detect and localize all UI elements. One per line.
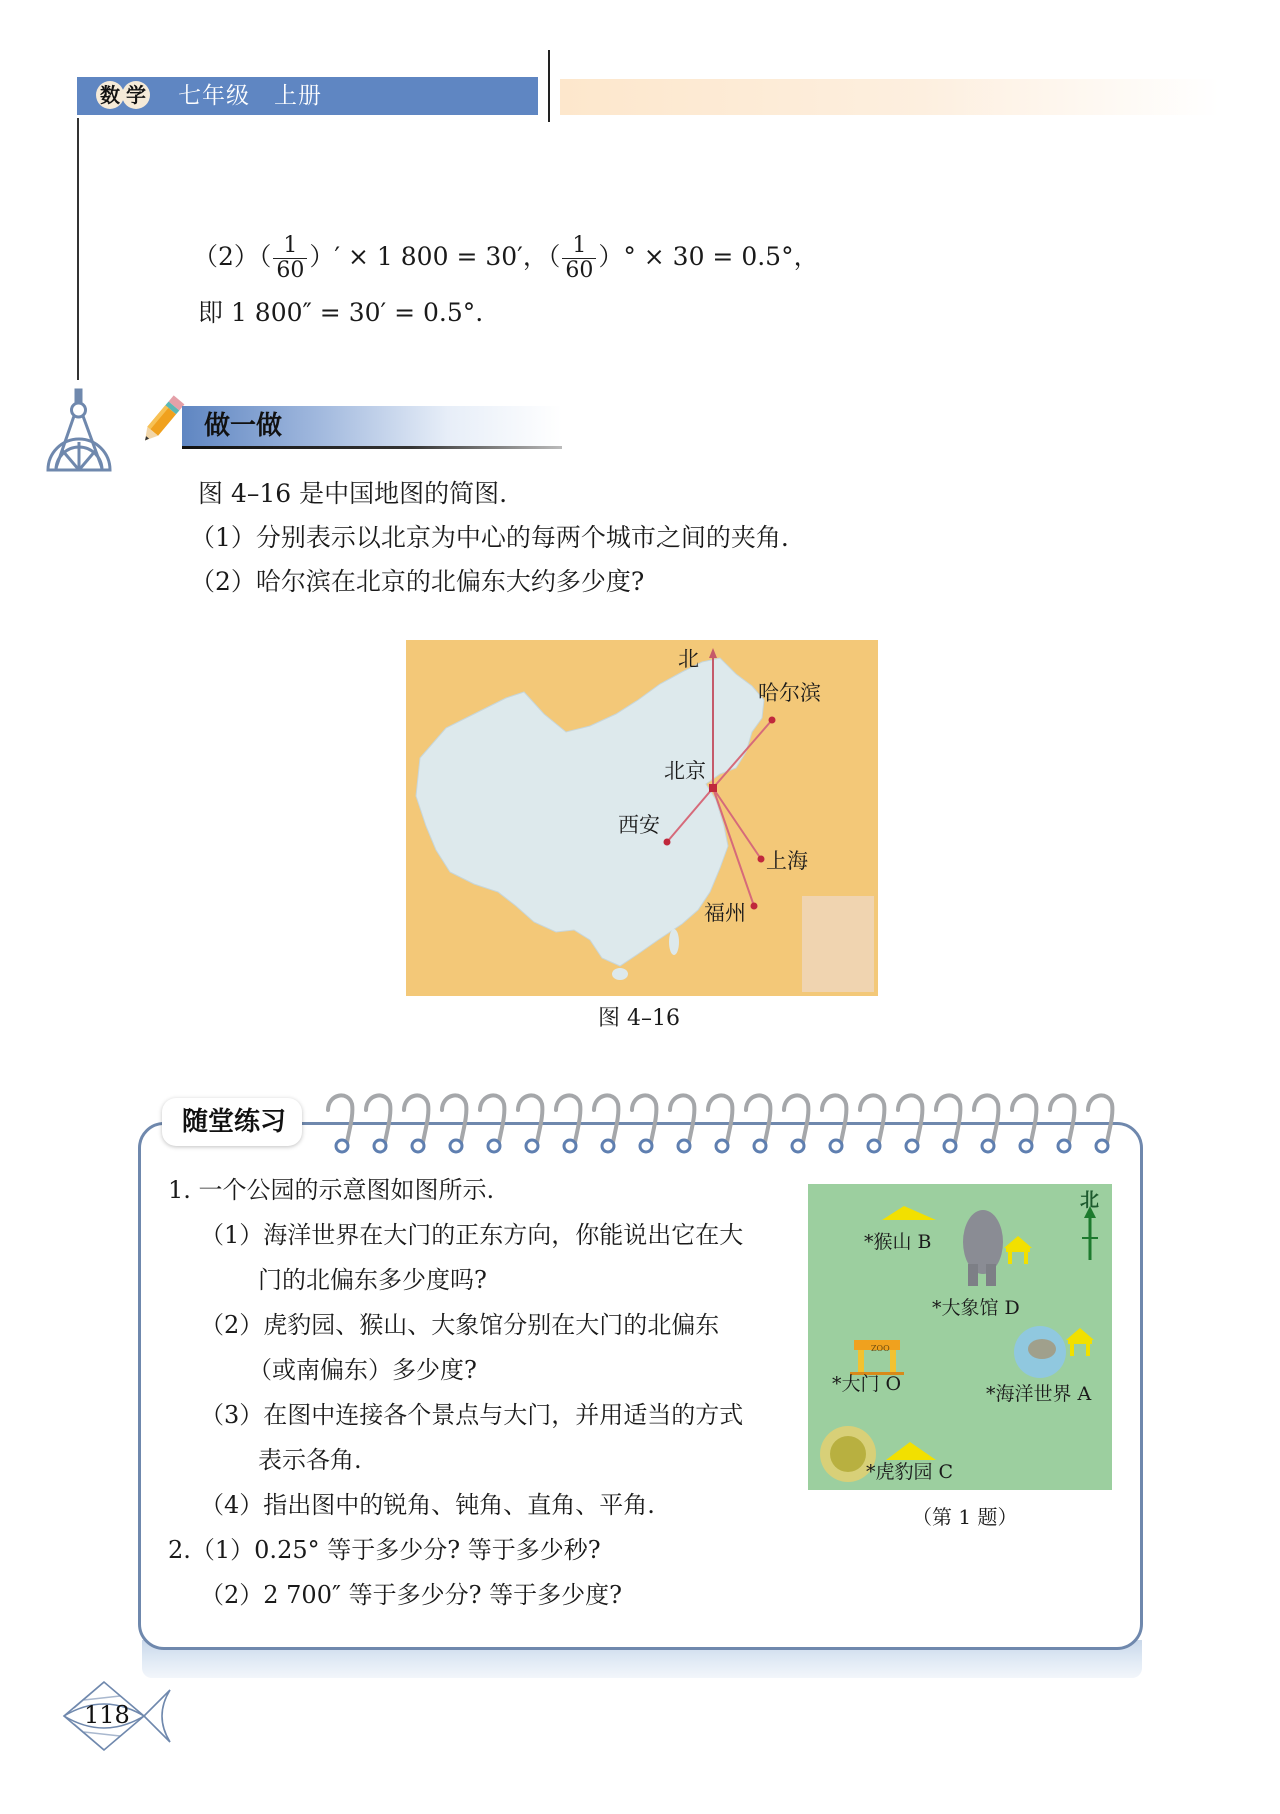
header-divider [548, 50, 550, 122]
fraction-numerator: 1 [562, 234, 596, 259]
subject-badge-char-1: 数 [96, 81, 124, 109]
park-label-tiger-leopard-garden: *虎豹园 C [866, 1461, 954, 1483]
solution-line-2: 即 1 800″ = 30′ = 0.5°. [198, 298, 484, 327]
page-number: 118 [84, 1701, 130, 1729]
map-label-north: 北 [678, 647, 699, 671]
book-title: 七年级 上册 [178, 83, 322, 109]
exercise-1-part-3-cont: 表示各角. [258, 1446, 362, 1474]
park-label-monkey-hill: *猴山 B [864, 1231, 932, 1253]
map-label-fuzhou: 福州 [704, 901, 746, 925]
fraction-denominator: 60 [565, 258, 594, 283]
solution-text: ）° × 30 = 0.5°， [598, 242, 819, 271]
section-title: 做一做 [204, 411, 283, 441]
map-label-harbin: 哈尔滨 [758, 681, 821, 705]
solution-line-1 [193, 234, 819, 283]
section-intro: 图 4–16 是中国地图的简图. [198, 479, 508, 508]
pencil-icon [138, 390, 188, 448]
section-question-2: （2）哈尔滨在北京的北偏东大约多少度? [190, 567, 645, 596]
subject-badge-char-2: 学 [122, 81, 150, 109]
china-map-figure [406, 640, 878, 996]
map-caption: 图 4–16 [598, 1006, 680, 1031]
gate-sign: ZOO [871, 1344, 890, 1353]
margin-line [77, 118, 79, 380]
map-label-beijing: 北京 [664, 759, 706, 783]
exercise-1-part-3: （3）在图中连接各个景点与大门，并用适当的方式 [200, 1401, 744, 1429]
park-label-elephant-house: *大象馆 D [932, 1297, 1020, 1319]
fraction [562, 234, 596, 283]
fraction-numerator: 1 [273, 234, 307, 259]
fraction-denominator: 60 [276, 258, 305, 283]
park-north-label: 北 [1080, 1189, 1100, 1211]
park-diagram [808, 1184, 1112, 1490]
solution-text: （2）（ [193, 242, 272, 271]
park-graphic [808, 1184, 1112, 1490]
spiral-binding [326, 1088, 1126, 1158]
section-question-1: （1）分别表示以北京为中心的每两个城市之间的夹角. [190, 523, 789, 552]
practice-title: 随堂练习 [182, 1107, 287, 1137]
map-label-xian: 西安 [618, 813, 660, 837]
park-caption: （第 1 题） [912, 1505, 1018, 1529]
exercise-1: 1. 一个公园的示意图如图所示. [168, 1176, 495, 1204]
fraction [273, 234, 307, 283]
solution-text: ）′ × 1 800 = 30′，（ [309, 242, 561, 271]
compass-protractor-icon [44, 388, 114, 474]
exercise-1-part-1-cont: 门的北偏东多少度吗? [258, 1266, 487, 1294]
park-label-ocean-world: *海洋世界 A [986, 1383, 1092, 1405]
exercise-1-part-1: （1）海洋世界在大门的正东方向，你能说出它在大 [200, 1221, 744, 1249]
exercise-1-part-4: （4）指出图中的锐角、钝角、直角、平角. [200, 1491, 655, 1519]
exercise-1-part-2: （2）虎豹园、猴山、大象馆分别在大门的北偏东 [200, 1311, 720, 1339]
header-accent-band [560, 79, 1220, 115]
exercise-2-part-2: （2）2 700″ 等于多少分? 等于多少度? [200, 1581, 622, 1609]
exercise-1-part-2-cont: （或南偏东）多少度? [248, 1356, 477, 1384]
section-header-underline [182, 446, 562, 449]
park-label-gate: *大门 O [832, 1373, 902, 1395]
exercise-2-part-1: 2.（1）0.25° 等于多少分? 等于多少秒? [168, 1536, 601, 1564]
map-label-shanghai: 上海 [766, 849, 808, 873]
